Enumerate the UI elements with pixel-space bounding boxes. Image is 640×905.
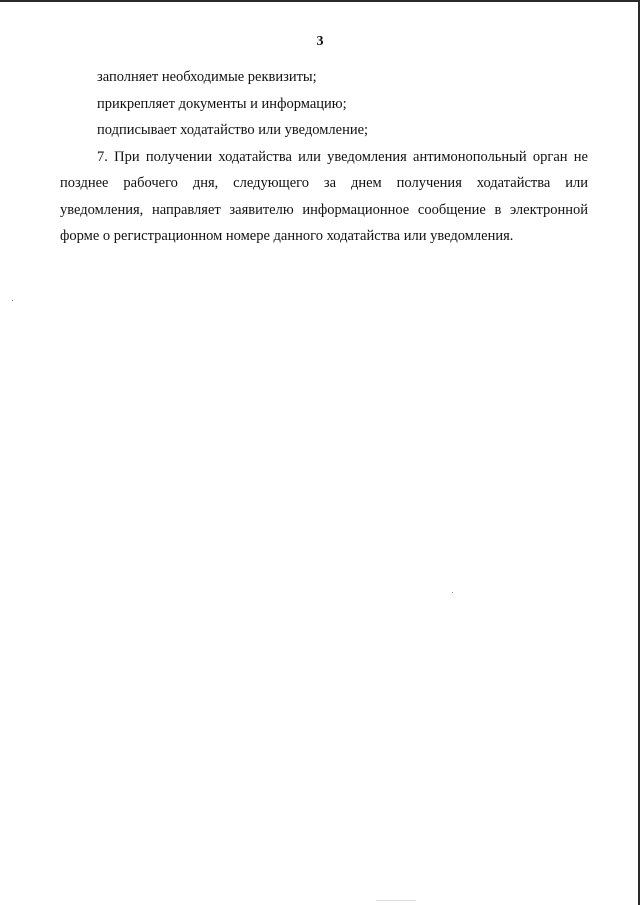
list-item-sign-request: подписывает ходатайство или уведомление;	[97, 122, 369, 138]
page-number: 3	[316, 34, 324, 49]
paragraph-7-line-3: уведомления, направляет заявителю информационное сообщение в электронной	[60, 201, 588, 218]
scan-speck	[12, 300, 13, 301]
paragraph-7-line-4: форме о регистрационном номере данного ходатайства или уведомления.	[60, 228, 514, 244]
scan-speck	[452, 592, 453, 593]
document-body	[60, 64, 588, 250]
paragraph-7	[60, 144, 588, 250]
scan-border-top	[0, 0, 640, 2]
list-item-attach-documents: прикрепляет документы и информацию;	[97, 95, 347, 112]
list-item-fill-details: заполняет необходимые реквизиты;	[97, 69, 317, 85]
paragraph-7-line-1: 7. При получении ходатайства или уведомления антимонопольный орган не	[97, 148, 588, 165]
paragraph-7-line-2: позднее рабочего дня, следующего за днем получения ходатайства или	[60, 175, 588, 191]
scan-speck	[376, 900, 416, 901]
